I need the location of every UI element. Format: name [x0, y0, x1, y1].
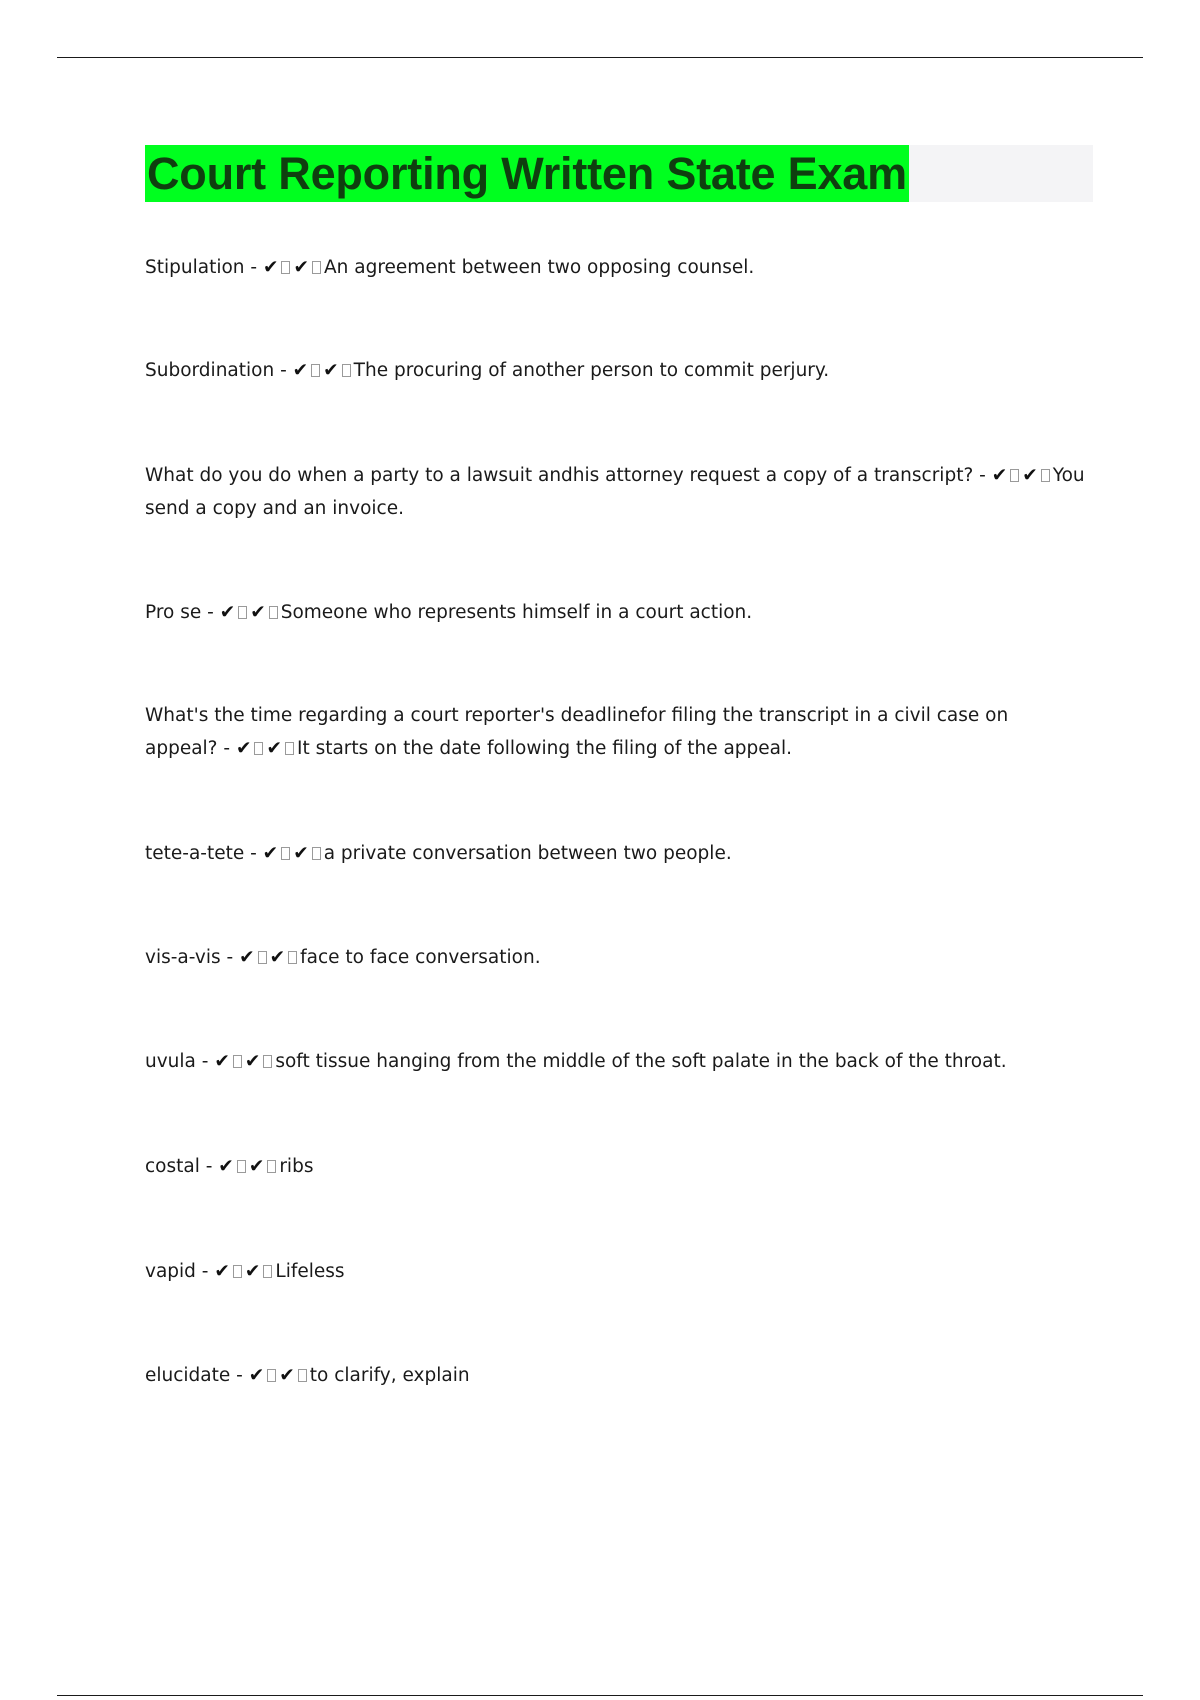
entry-definition: Someone who represents himself in a court action.: [280, 602, 753, 623]
check-mark-icon: ✔: [1022, 465, 1038, 486]
entry-term: vapid: [145, 1261, 196, 1282]
qa-entry: [145, 459, 1085, 525]
entry-term: costal: [145, 1156, 200, 1177]
qa-entry: [145, 837, 1085, 870]
qa-entry: [145, 251, 1085, 284]
entry-definition: It starts on the date following the filing of the appeal.: [296, 738, 793, 759]
missing-glyph-box-icon: [269, 606, 278, 619]
qa-entry: [145, 1255, 1085, 1288]
check-mark-icon: ✔: [266, 738, 282, 759]
check-mark-icon: ✔: [214, 1051, 230, 1072]
qa-entry: [145, 596, 1085, 629]
missing-glyph-box-icon: [312, 261, 321, 274]
missing-glyph-box-icon: [263, 1055, 272, 1068]
qa-entry: [145, 699, 1085, 765]
qa-entry: [145, 1359, 1085, 1392]
entry-separator: -: [201, 602, 220, 623]
missing-glyph-box-icon: [233, 1055, 242, 1068]
check-mark-icon: ✔: [269, 947, 286, 968]
entry-term: Subordination: [145, 360, 275, 381]
check-mark-icon: ✔: [991, 465, 1008, 486]
missing-glyph-box-icon: [281, 847, 290, 860]
entry-term: elucidate: [145, 1365, 231, 1386]
check-mark-icon: ✔: [214, 1261, 230, 1282]
check-mark-icon: ✔: [219, 602, 236, 623]
entry-definition: a private conversation between two people.: [323, 843, 732, 864]
check-mark-icon: ✔: [323, 360, 339, 381]
check-mark-icon: ✔: [293, 843, 309, 864]
entry-definition: An agreement between two opposing counsel.: [324, 257, 755, 278]
check-mark-icon: ✔: [279, 1365, 295, 1386]
qa-entry: [145, 941, 1085, 974]
missing-glyph-box-icon: [233, 1265, 242, 1278]
missing-glyph-box-icon: [263, 1265, 272, 1278]
entry-definition: face to face conversation.: [300, 947, 541, 968]
entry-separator: -: [199, 1156, 219, 1177]
entry-term: Stipulation: [145, 257, 245, 278]
missing-glyph-box-icon: [285, 742, 294, 755]
qa-entry: [145, 1045, 1085, 1078]
check-mark-icon: ✔: [293, 257, 309, 278]
entry-separator: -: [973, 465, 992, 486]
entry-separator: -: [220, 947, 240, 968]
check-mark-icon: ✔: [248, 1365, 265, 1386]
missing-glyph-box-icon: [267, 1160, 276, 1173]
missing-glyph-box-icon: [237, 1160, 246, 1173]
missing-glyph-box-icon: [254, 742, 263, 755]
entry-definition: ribs: [279, 1156, 314, 1177]
qa-entry: [145, 354, 1085, 387]
missing-glyph-box-icon: [311, 364, 320, 377]
check-mark-icon: ✔: [292, 360, 309, 381]
entry-separator: -: [195, 1051, 215, 1072]
missing-glyph-box-icon: [281, 261, 290, 274]
entry-definition: You send a copy and an invoice.: [145, 465, 1085, 519]
entry-separator: -: [274, 360, 293, 381]
entry-term: vis-a-vis: [145, 947, 221, 968]
entry-separator: -: [217, 738, 236, 759]
missing-glyph-box-icon: [267, 1369, 276, 1382]
check-mark-icon: ✔: [244, 1261, 261, 1282]
entry-term: uvula: [145, 1051, 196, 1072]
entry-definition: Lifeless: [275, 1261, 345, 1282]
check-mark-icon: ✔: [235, 738, 252, 759]
check-mark-icon: ✔: [262, 257, 279, 278]
entry-definition: The procuring of another person to commit perjury.: [353, 360, 830, 381]
entry-term: What do you do when a party to a lawsuit andhis attorney request a copy of a transcript?: [145, 465, 974, 486]
page-title: Court Reporting Written State Exam: [145, 145, 909, 202]
entry-definition: soft tissue hanging from the middle of the soft palate in the back of the throat.: [275, 1051, 1007, 1072]
entry-separator: -: [244, 843, 263, 864]
entry-term: tete-a-tete: [145, 843, 245, 864]
entry-term: Pro se: [145, 602, 202, 623]
bottom-rule: [57, 1695, 1143, 1696]
check-mark-icon: ✔: [250, 602, 266, 623]
check-mark-icon: ✔: [244, 1051, 261, 1072]
missing-glyph-box-icon: [1010, 469, 1019, 482]
entry-separator: -: [195, 1261, 215, 1282]
missing-glyph-box-icon: [1041, 469, 1050, 482]
missing-glyph-box-icon: [238, 606, 247, 619]
missing-glyph-box-icon: [312, 847, 321, 860]
missing-glyph-box-icon: [342, 364, 351, 377]
check-mark-icon: ✔: [239, 947, 255, 968]
check-mark-icon: ✔: [218, 1156, 234, 1177]
missing-glyph-box-icon: [288, 951, 297, 964]
missing-glyph-box-icon: [298, 1369, 307, 1382]
qa-entry: [145, 1150, 1085, 1183]
missing-glyph-box-icon: [258, 951, 267, 964]
entry-separator: -: [230, 1365, 249, 1386]
entry-definition: to clarify, explain: [309, 1365, 470, 1386]
check-mark-icon: ✔: [262, 843, 279, 864]
check-mark-icon: ✔: [248, 1156, 265, 1177]
entry-separator: -: [244, 257, 263, 278]
entry-term: What's the time regarding a court reporter's deadlinefor filing the transcript in a civil case on appeal?: [145, 705, 1009, 759]
top-rule: [57, 57, 1143, 58]
